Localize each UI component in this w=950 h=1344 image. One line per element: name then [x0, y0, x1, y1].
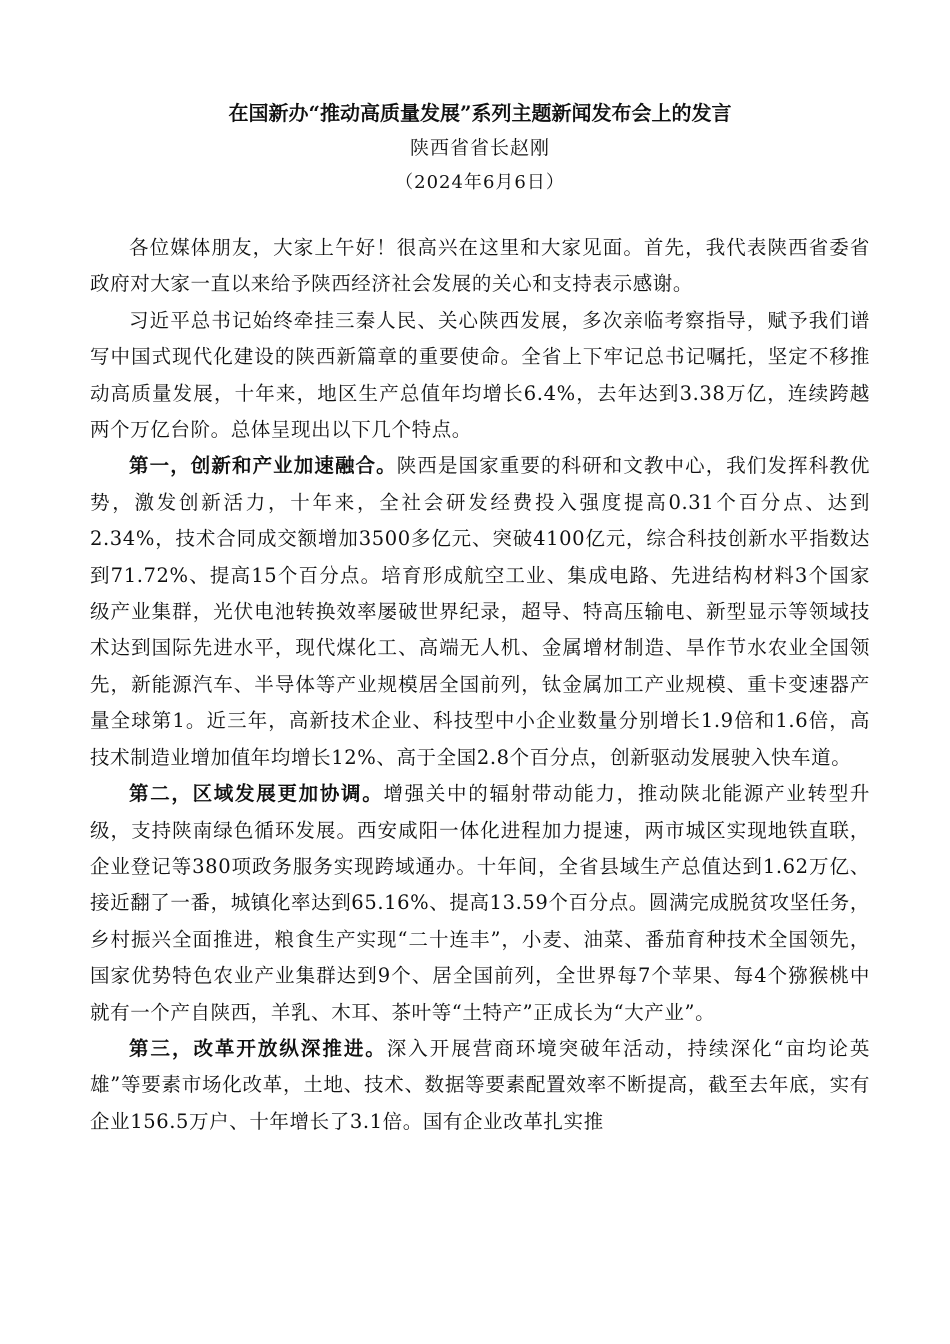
paragraph-lead: 第一，创新和产业加速融合。: [129, 454, 397, 478]
paragraph-innovation: [90, 448, 870, 776]
paragraph-lead: 第三，改革开放纵深推进。: [129, 1036, 387, 1060]
document-date: （2024年6月6日）: [395, 172, 565, 193]
paragraph-reform: [90, 1031, 870, 1140]
paragraph-overview: [90, 303, 870, 449]
paragraph-regional: [90, 776, 870, 1031]
document-page: [90, 96, 870, 1140]
paragraph-greeting: [90, 230, 870, 303]
paragraph-text: 陕西是国家重要的科研和文教中心，我们发挥科教优势，激发创新活力，十年来，全社会研发经费投入强度提高0.31个百分点、达到2.34%，技术合同成交额增加3500多亿元、突破4100亿元，综合科技创新水平指数达到71.72%、提高15个百分点。培育形成航空工业、集成电路、先进结构材料3个国家级产业集群，光伏电池转换效率屡破世界纪录，超导、特高压输电、新型显示等领域技术达到国际先进水平，现代煤化工、高端无人机、金属增材制造、旱作节水农业全国领先，新能源汽车、半导体等产业规模居全国前列，钛金属加工产业规模、重卡变速器产量全球第1。近三年，高新技术企业、科技型中小企业数量分别增长1.9倍和1.6倍，高技术制造业增加值年均增长12%、高于全国2.8个百分点，创新驱动发展驶入快车道。: [90, 454, 870, 769]
document-title: 在国新办“推动高质量发展”系列主题新闻发布会上的发言: [228, 101, 732, 125]
paragraph-text: 各位媒体朋友，大家上午好！很高兴在这里和大家见面。首先，我代表陕西省委省政府对大家一直以来给予陕西经济社会发展的关心和支持表示感谢。: [90, 236, 870, 296]
paragraph-text: 习近平总书记始终牵挂三秦人民、关心陕西发展，多次亲临考察指导，赋予我们谱写中国式现代化建设的陕西新篇章的重要使命。全省上下牢记总书记嘱托，坚定不移推动高质量发展，十年来，地区生产总值年均增长6.4%，去年达到3.38万亿，连续跨越两个万亿台阶。总体呈现出以下几个特点。: [90, 308, 870, 442]
paragraph-text: 深入开展营商环境突破年活动，持续深化“亩均论英雄”等要素市场化改革，土地、技术、数据等要素配置效率不断提高，截至去年底，实有企业156.5万户、十年增长了3.1倍。国有企业改革扎实推: [90, 1036, 870, 1133]
document-author: 陕西省省长赵刚: [409, 137, 550, 159]
paragraph-lead: 第二，区域发展更加协调。: [129, 782, 384, 806]
paragraph-text: 增强关中的辐射带动能力，推动陕北能源产业转型升级，支持陕南绿色循环发展。西安咸阳一体化进程加力提速，两市城区实现地铁直联，企业登记等380项政务服务实现跨域通办。十年间，全省县域生产总值达到1.62万亿、接近翻了一番，城镇化率达到65.16%、提高13.59个百分点。圆满完成脱贫攻坚任务，乡村振兴全面推进，粮食生产实现“二十连丰”，小麦、油菜、番茄育种技术全国领先，国家优势特色农业产业集群达到9个、居全国前列，全世界每7个苹果、每4个猕猴桃中就有一个产自陕西，羊乳、木耳、茶叶等“土特产”正成长为“大产业”。: [90, 782, 870, 1024]
